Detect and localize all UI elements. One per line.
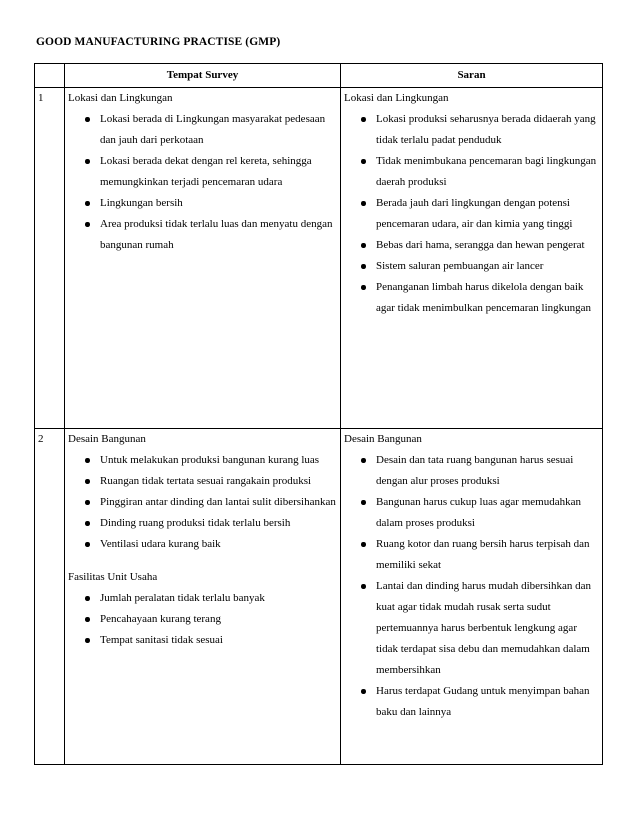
list-item: Tidak menimbukana pencemaran bagi lingkungan daerah produksi bbox=[344, 151, 599, 193]
survey-cell bbox=[65, 429, 341, 765]
bullet-list bbox=[68, 109, 337, 256]
gmp-table bbox=[34, 63, 603, 765]
list-item: Ruang kotor dan ruang bersih harus terpisah dan memiliki sekat bbox=[344, 534, 599, 576]
document-title: GOOD MANUFACTURING PRACTISE (GMP) bbox=[36, 36, 281, 48]
header-saran: Saran bbox=[341, 64, 603, 88]
bullet-list bbox=[68, 450, 337, 555]
list-item: Tempat sanitasi tidak sesuai bbox=[68, 630, 337, 651]
list-item: Lokasi produksi seharusnya berada didaerah yang tidak terlalu padat penduduk bbox=[344, 109, 599, 151]
bullet-list bbox=[344, 450, 599, 723]
list-item: Untuk melakukan produksi bangunan kurang luas bbox=[68, 450, 337, 471]
section-heading: Lokasi dan Lingkungan bbox=[344, 92, 449, 104]
header-no bbox=[35, 64, 65, 88]
section-heading: Desain Bangunan bbox=[68, 433, 146, 445]
list-item: Berada jauh dari lingkungan dengan potensi pencemaran udara, air dan kimia yang tinggi bbox=[344, 193, 599, 235]
list-item: Desain dan tata ruang bangunan harus sesuai dengan alur proses produksi bbox=[344, 450, 599, 492]
list-item: Penanganan limbah harus dikelola dengan baik agar tidak menimbulkan pencemaran lingkungan bbox=[344, 277, 599, 319]
list-item: Jumlah peralatan tidak terlalu banyak bbox=[68, 588, 337, 609]
row-number: 1 bbox=[35, 88, 65, 429]
list-item: Lokasi berada dekat dengan rel kereta, sehingga memungkinkan terjadi pencemaran udara bbox=[68, 151, 337, 193]
table-row bbox=[35, 429, 603, 765]
list-item: Bangunan harus cukup luas agar memudahkan dalam proses produksi bbox=[344, 492, 599, 534]
list-item: Lantai dan dinding harus mudah dibersihkan dan kuat agar tidak mudah rusak serta sudut pertemuannya harus berbentuk lengkung agar tidak terdapat sisa debu dan memudahkan dalam membersihkan bbox=[344, 576, 599, 681]
section-heading: Fasilitas Unit Usaha bbox=[68, 571, 158, 583]
saran-cell bbox=[341, 429, 603, 765]
list-item: Pencahayaan kurang terang bbox=[68, 609, 337, 630]
row-number: 2 bbox=[35, 429, 65, 765]
survey-cell bbox=[65, 88, 341, 429]
table-row bbox=[35, 88, 603, 429]
list-item: Pinggiran antar dinding dan lantai sulit dibersihankan bbox=[68, 492, 337, 513]
saran-cell bbox=[341, 88, 603, 429]
list-item: Lokasi berada di Lingkungan masyarakat pedesaan dan jauh dari perkotaan bbox=[68, 109, 337, 151]
list-item: Lingkungan bersih bbox=[68, 193, 337, 214]
list-item: Harus terdapat Gudang untuk menyimpan bahan baku dan lainnya bbox=[344, 681, 599, 723]
section-heading: Lokasi dan Lingkungan bbox=[68, 92, 173, 104]
list-item: Ruangan tidak tertata sesuai rangakain produksi bbox=[68, 471, 337, 492]
table-header-row bbox=[35, 64, 603, 88]
spacer bbox=[68, 555, 337, 567]
header-tempat-survey: Tempat Survey bbox=[65, 64, 341, 88]
bullet-list bbox=[344, 109, 599, 319]
section-heading: Desain Bangunan bbox=[344, 433, 422, 445]
list-item: Sistem saluran pembuangan air lancer bbox=[344, 256, 599, 277]
list-item: Bebas dari hama, serangga dan hewan pengerat bbox=[344, 235, 599, 256]
list-item: Ventilasi udara kurang baik bbox=[68, 534, 337, 555]
list-item: Area produksi tidak terlalu luas dan menyatu dengan bangunan rumah bbox=[68, 214, 337, 256]
bullet-list bbox=[68, 588, 337, 651]
list-item: Dinding ruang produksi tidak terlalu bersih bbox=[68, 513, 337, 534]
